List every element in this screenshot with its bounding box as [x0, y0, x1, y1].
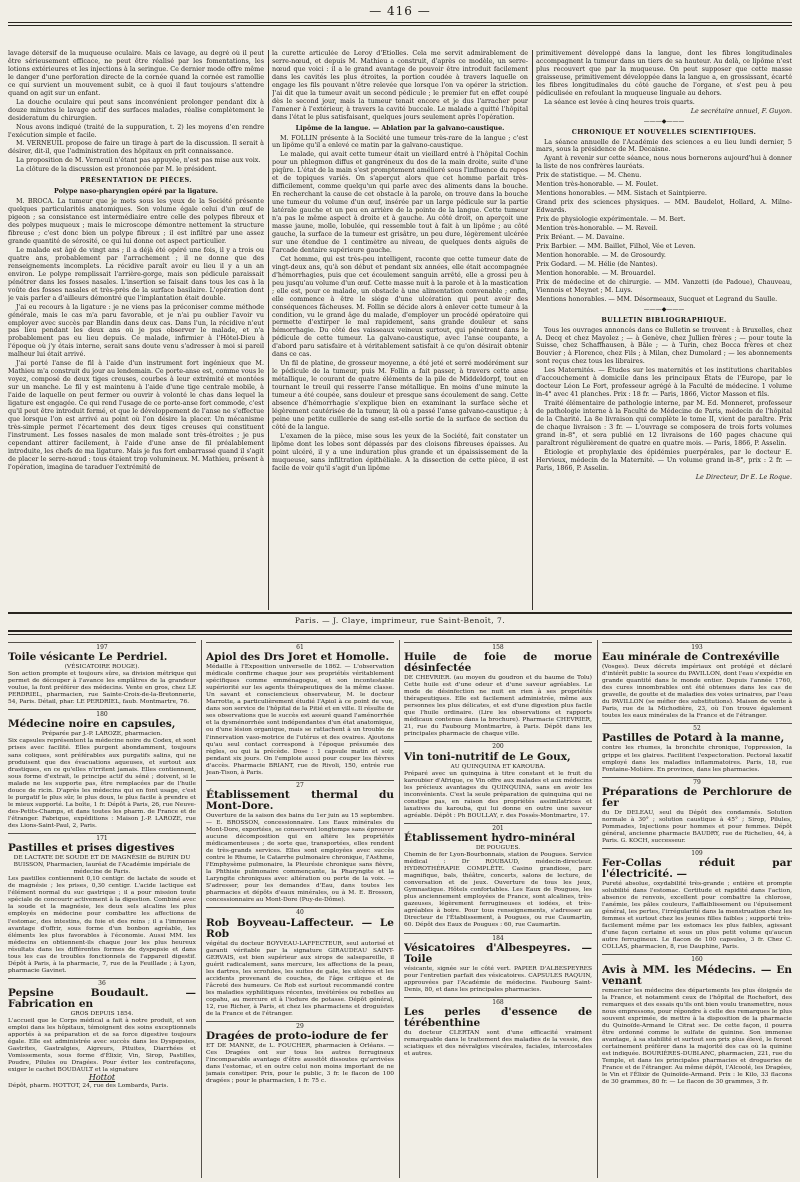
advertisement: [206, 907, 394, 1018]
ad-number: 29: [206, 1021, 394, 1030]
article-columns: [8, 50, 792, 614]
ad-body: contre les rhumes, la bronchite chronique, l'oppression, la grippe et les glaires. Facilitent l'expectoration. Pectoral laxatif employé dans les maladies inflammatoires. Paris, 18, rue Fontaine-Molière. En province, dans les pharmacies.: [602, 745, 792, 773]
ad-subtitle: Préparée par J.-P. LAROZE, pharmacien.: [41, 731, 163, 738]
prize-line: Mentions honorables. — MM. Sistach et Saintpierre.: [536, 189, 707, 198]
ad-number: 52: [602, 723, 792, 732]
ad-title: Médecine noire en capsules,: [8, 718, 176, 731]
ad-number: 36: [8, 978, 196, 987]
paragraph: La séance est levée à cinq heures trois quarts.: [544, 97, 695, 106]
advertisement: [602, 723, 792, 773]
subsection-heading: Lipôme de la langue. — Ablation par la galvano-caustique.: [295, 123, 505, 132]
paragraph: M. BROCA. La tumeur que je mets sous les yeux de la Société présente quelques particularités anatomiques. Son volume égale celui d'un œuf de pigeon ; sa consistance est intermédiaire entre celle des polypes fibreux et des polypes muqueux ; mais le microscope démontre nettement la structure fibreuse ; c'est donc bien un polype fibreux ; il est infiltré par une assez grande quantité de sérosité, ce qui lui donne cet aspect particulier.: [8, 197, 264, 245]
prize-line: Prix de statistique. — M. Chenu.: [536, 171, 642, 180]
paragraph: Les Maternités. — Études sur les maternités et les institutions charitables d'accouchement à domicile dans les principaux États de l'Europe, par le docteur Léon Le Fort, professeur agrégé à la Faculté de médecine. 1 volume in-4° avec 41 planches. Prix : 18 fr. — Paris, 1866, Victor Masson et fils.: [536, 366, 792, 399]
section-heading: PRÉSENTATION DE PIÈCES.: [80, 176, 192, 185]
ad-number: 79: [602, 777, 792, 786]
advertisement: [8, 709, 196, 830]
ad-title: Établissement hydro-minéral: [404, 831, 576, 844]
ad-number: 201: [404, 823, 592, 832]
paragraph: La clôture de la discussion est prononcée par M. le président.: [16, 165, 217, 174]
ads-rule: [8, 630, 792, 632]
ad-title: Huile de foie de morue désinfectée: [404, 651, 592, 675]
ad-title: Préparations de Perchlorure de fer: [602, 785, 792, 809]
printer-line: Paris. — J. Claye, imprimeur, rue Saint-Benoît, 7.: [294, 616, 506, 625]
ads-rule-2: [8, 634, 792, 635]
ad-body: Pureté absolue, oxydabilité très-grande ; entière et prompte solubilité dans l'estomac. Certitude et rapidité dans l'action, absence de renvois, excellent pour combattre la chlorose, l'anémie, les pâles couleurs, l'affaiblissement ou l'épuisement général, les pertes, l'irrégularité dans la menstruation chez les femmes et surtout chez les jeunes filles faibles ; supporté très-facilement même par les estomacs les plus faibles, agissant d'une façon certaine et sous un plus petit volume qu'aucun autre ferrugineux. Le flacon de 100 capsules, 3 fr. Chez C. COLLAS, pharmacien, 8, rue Dauphine, Paris.: [602, 880, 792, 951]
paragraph: Étiologie et prophylaxie des épidémies puerpérales, par le docteur E. Hervieux, médecin de la Maternité. — Un volume grand in-8°, prix : 2 fr. — Paris, 1866, P. Asselin.: [536, 447, 792, 472]
paragraph: La séance annuelle de l'Académie des sciences a eu lieu lundi dernier, 5 mars, sous la présidence de M. Decaisne.: [536, 137, 792, 154]
section-heading: BULLETIN BIBLIOGRAPHIQUE.: [601, 315, 727, 324]
ad-body: Les pastilles contiennent 0,10 centigr. de lactate de soude et de magnésie ; les prises, 0,30 centigr. L'acide lactique est l'élément normal du suc gastrique ; il a pour mission toute spéciale de concourir activement à la digestion. Combiné avec la soude et la magnésie, les deux sels alcalins les plus employés en médecine pour combattre les affections de l'estomac, des intestins, du foie et des reins ; il a l'immense avantage d'offrir, sous forme d'un bonbon agréable, les éléments les plus favorables à l'économie. Aussi MM. les médecins en obtiennent-ils chaque jour les plus heureux résultats dans les différentes formes de dyspepsie et dans tous les cas de troubles fonctionnels de l'appareil digestif. Dépôt à Paris, à la pharmacie, 7, rue de la Feuillade ; à Lyon, pharmacie Gavinet.: [8, 876, 196, 974]
paragraph: lavage détersif de la muqueuse oculaire. Mais ce lavage, au degré où il peut être sérieusement efficace, ne peut être réalisé par les fomentations, les lotions extérieures et les injections à la seringue. Ce dernier mode offre même le danger d'une perforation directe de la cornée quand la cornée est ramollie ce qui survient un mouvement subit, ce à quoi il faut toujours s'attendre quand on agit sur un enfant.: [8, 50, 264, 97]
ad-number: 171: [8, 833, 196, 842]
advertisement: [206, 642, 394, 777]
ad-body: Son action prompte et toujours sûre, sa division métrique qui permet de découper à l'avance les emplâtres de la grandeur voulue, la font préférer des médecins. Vente en gros, chez LE PERDRIEL, pharmacien, rue Sainte-Croix-de-la-Bretonnerie, 54, Paris. Détail, phar. LE PERDRIEL, faub. Montmartre, 76.: [8, 671, 196, 706]
ad-subtitle: DE POUGUES.: [475, 844, 521, 851]
ad-column-rule: [597, 640, 598, 1178]
ad-body: (Vosges). Deux décrets impériaux ont protégé et déclaré d'intérêt public la source du PAVILLON, dont l'eau s'expédie en grande quantité dans le monde entier. Depuis l'année 1760, des cures innombrables ont été obtenues dans les cas de gravelle, de goutte et de maladies des voies urinaires, par l'eau du PAVILLON (se méfier des substitutions). Maison de vente à Paris, rue de la Michodière, 23, où l'on trouve également toutes les eaux minérales de la France et de l'étranger.: [602, 664, 792, 720]
ad-number: 168: [404, 997, 592, 1006]
ad-body: Six capsules représentent la médecine noire du Codex, et sont prises avec facilité. Elles purgent abondamment, toujours sans coliques, sont préférables aux purgatifs salins, qui ne produisent que des évacuations aqueuses, et surtout aux drastiques, en ce qu'elles n'irritent jamais. Elles contiennent, sous forme d'extrait, le principe actif du séné ; doivent, si le malade ne les supporte pas, être remplacées par de l'huile douce de ricin. D'après les médecins qui en font usage, c'est le purgatif le plus sûr, le plus doux, le plus facile à prendre et le mieux supporté. La boîte, 1 fr. Dépôt à Paris, 26, rue Neuve-des-Petits-Champs, et dans toutes les pharm. de France et de l'étranger. Fabrique, expéditions : Maison J.-P. LAROZE, rue des Lions-Saint-Paul, 2, Paris.: [8, 738, 196, 829]
advertisement: [206, 1021, 394, 1085]
ad-column-2: [206, 640, 394, 1180]
ad-title: Pastilles et prises digestives: [8, 842, 175, 855]
ad-subtitle: (VÉSICATOIRE ROUGE).: [64, 664, 140, 671]
ad-number: 40: [206, 907, 394, 916]
ad-number: 197: [8, 642, 196, 651]
ad-body: L'accueil que le Corps médical a fait à notre produit, et son emploi dans les hôpitaux, témoignent des soins exceptionnels apportés à sa préparation et de sa force digestive toujours égale. Elle est administrée avec succès dans les Dyspepsies, Gastrites, Gastralgies, Aigreurs, Pituites, Diarrhées et Vomissements, sous forme d'Élixir, Vin, Sirop, Pastilles, Poudre, Pilules ou Dragées. Pour éviter les contrefaçons, exiger le cachet BOUDAULT et la signature: [8, 1017, 196, 1074]
paragraph: J'ai eu recours à la ligature : je ne viens pas la préconiser comme méthode générale, mais le cas m'a paru favorable, et je n'ai pu oublier l'avoir vu employer avec succès par Blandin dans deux cas. Dans l'un, la récidive n'eut pas lieu pendant les deux ans où je pus observer le malade, et n'a probablement pas eu lieu depuis. Ce malade, infirmier à l'Hôtel-Dieu à l'époque où j'y étais interne, serait sans doute venu s'adresser à moi si pareil malheur lui était arrivé.: [8, 302, 264, 359]
ad-column-rule: [399, 640, 400, 1178]
paragraph: J'ai porté l'anse de fil à l'aide d'un instrument fort ingénieux que M. Mathieu m'a construit du jour au lendemain. Ce porte-anse est, comme vous le voyez, composé de deux tiges creuses, courbes à leur extrémité et montées sur un manche. Le fil y est maintenu à l'aide d'une tige centrale mobile, à l'aide de laquelle on peut fermer ou ouvrir à volonté le chas dans lequel la ligature est engagée. Ce qui rend l'usage de ce porte-anse fort commode, c'est qu'il peut être introduit fermé, et que le développement de l'anse ne s'effectue que lorsque l'on est arrivé au point où l'on désire la placer. Un mécanisme très-simple permet l'écartement des deux tiges creuses qui constituent l'instrument. Les fosses nasales de mon malade sont très-étroites ; je pus cependant attirer facilement, à l'aide d'une anse de fil préalablement introduite, les chefs de ma ligature. Mais je fus fort embarrassé quand il s'agit de placer le serre-nœud : tous étaient trop volumineux. M. Mathieu, présent à l'opération, imagina de taraduer l'extrémité de: [8, 359, 264, 471]
top-rule-2: [8, 25, 792, 26]
subsection-heading: Polype naso-pharyngien opéré par la ligature.: [53, 187, 219, 196]
prize-line: Mention honorable. — M. de Grosourdy.: [536, 250, 666, 259]
ornament-divider: ———◆———: [643, 305, 685, 313]
paragraph: M. VERNEUIL propose de faire un tirage à part de la discussion. Il serait à désirer, dit-il, que l'administration des hôpitaux en prît connaissance.: [8, 139, 264, 156]
prize-line: Prix Bréant. — M. Davaine.: [536, 233, 625, 242]
ad-body: Dépôt, pharm. HOTTOT, 24, rue des Lombards, Paris.: [8, 1083, 169, 1090]
ad-body: vésicante, signée sur le côté vert. PAPIER D'ALBESPEYRES pour l'entretien parfait des vésicatoires. CAPSULES RAQUIN, approuvées par l'Académie de médecine. Faubourg Saint-Denis, 80, et dans les principales pharmacies.: [404, 965, 592, 993]
ad-title: Fer-Collas réduit par l'électricité. —: [602, 856, 792, 880]
ad-number: 109: [602, 848, 792, 857]
ad-body: DE CHEVRIER. (au moyen du goudron et du baume de Tolu) Cette huile est d'une odeur et d'une saveur agréables. Le mode de désinfection ne nuit en rien à ses propriétés thérapeutiques. Elle est facilement administrée, même aux personnes les plus délicates, et est d'une digestion plus facile que l'huile ordinaire. (Lire les observations et rapports médicaux contenus dans la brochure). Pharmacie CHEVRIER, 21, rue du Faubourg Montmartre, à Paris. Dépôt dans les principales pharmacie de chaque ville.: [404, 675, 592, 738]
advertisement: [602, 642, 792, 720]
paragraph: La douche oculaire qui peut sans inconvénient prolonger pendant dix à douze minutes le lavage actif des surfaces malades, réalise complètement le desideratum du chirurgien.: [8, 97, 264, 122]
paragraph: Nous avons indiqué (traité de la suppuration, t. 2) les moyens d'en rendre l'exécution simple et facile.: [8, 122, 264, 139]
ad-number: 200: [404, 741, 592, 750]
ad-body: du docteur CLERTAN sont d'une efficacité vraiment remarquable dans le traitement des maladies de la vessie, des sciatiques et des névralgies viscérales, faciales, intercostales et autres.: [404, 1029, 592, 1057]
paragraph: Le malade est âgé de vingt ans ; il a déjà été opéré une fois, il y a trois ou quatre ans, probablement par l'arrachement ; il ne donne que des renseignements incomplets. La récidive paraît avoir eu lieu il y a un an environ. Le polype remplissait l'arrière-gorge, mais son pédicule paraissait pénétrer dans les fosses nasales. L'insertion se faisait dans tous les cas à la voûte des fosses nasales et très-près de la surface basilaire. L'opération dont je vais parler a d'ailleurs démontré que l'implantation était double.: [8, 245, 264, 302]
ad-body: Préparé avec un quinquina à titre constant et le fruit du karoubier d'Afrique, ce Vin offre aux malades et aux médecins les précieux avantages du QUINQUINA, sans en avoir les inconvénients. C'est la seule préparation de quinquina qui ne constipe pas, en raison des propriétés assimilatrices et laxatives du karouba, qui lui donne en outre une saveur agréable. Dépôt : Ph BOULLAY, r. des Fossés-Montmartre, 17.: [404, 770, 592, 819]
ad-title: Vésicatoires d'Albespeyres. — Toile: [404, 941, 592, 965]
prize-line: Grand prix des sciences physiques. — MM. Baudelot, Hollard, A. Milne-Edwards.: [536, 198, 792, 215]
column-rule: [268, 50, 269, 610]
ad-title: Avis à MM. les Médecins. — En venant: [602, 963, 792, 987]
ad-title: Pepsine Boudault. — Fabrication en: [8, 986, 196, 1010]
paragraph: Tous les ouvrages annoncés dans ce Bulletin se trouvent : à Bruxelles, chez A. Decq et chez Mayolez ; — à Genève, chez Jullien frères ; — pour toute la Suisse, chez Schaffhausen, à Bâle ; — à Turin, chez Bocca frères et chez Bouvier ; à Florence, chez Fils ; à Milan, chez Dumolard ; — les abonnements sont reçus chez tous les libraires.: [536, 325, 792, 366]
prize-line: Prix Godard. — M. Hélie (de Nantes).: [536, 259, 658, 268]
paragraph: Un fil de platine, de grosseur moyenne, a été jeté et serré modérément sur le pédicule de la tumeur, puis M. Follin a fait passer, à travers cette anse métallique, le courant de quatre éléments de la pile de Middeldorpf, tout en tournant le treuil qui resserre l'anse métallique. En moins d'une minute la tumeur a été coupée, sans douleur et presque sans écoulement de sang. Cette absence d'hémorrhagie s'explique bien en examinant la surface sèche et légèrement cautérisée de la tumeur, là où a passé l'anse galvano-caustique ; à peine une petite cuillerée de sang est-elle sortie de la surface de section du côté de la langue.: [272, 359, 528, 431]
paragraph: L'examen de la pièce, mise sous les yeux de la Société, fait constater un lipôme dont les lobes sont dépassés par des cloisons fibreuses épaisses. Au point ulcéré, il y a une induration plus grande et un épaississement de la muqueuse, sans infiltration épithéliale. A la dissection de cette pièce, il est facile de voir qu'il s'agit d'un lipôme: [272, 431, 528, 472]
top-rule: [8, 22, 792, 23]
signature-line: Le secrétaire annuel, F. Guyon.: [690, 106, 792, 115]
ad-body: remercier les médecins des départements les plus éloignés de la France, et notamment ceux de l'hôpital de Rochefort, des remarques et des essais qu'ils ont bien voulu transmettre, nous nous empressons, pour répondre à celle des remarques le plus souvent exprimée, de mettre à la disposition de la pharmacie du Quinoïde-Armand le Citrat sec. De cette façon, il pourra être ordonné comme le sulfate de quinine. Son immense avantage, à sa stabilité et surtout son prix plus élevé, le feront certainement préférer dans la majorité des cas où la quinine est indiquée. BOURIÈRES-DUBLANC, pharmacien, 221, rue du Temple, et dans les principales pharmacies et drogueries de France et de l'étranger. Au même dépôt, l'Alcoolé, les Dragées, le Vin et l'Élixir de Quinoïde-Armand. Prix : le Kilo, 33 flacons de 30 grammes, 80 fr. — Le flacon de 30 grammes, 3 fr.: [602, 987, 792, 1086]
ad-body: Médaille à l'Exposition universelle de 1862. — L'observation médicale confirme chaque jour ses propriétés véritablement spécifiques comme emménagogue, et son incontestable supériorité sur les agents thérapeutiques de la même classe. Un savant et consciencieux observateur, M. le docteur Marrotte, a particulièrement étudié l'Apiol à ce point de vue, dans son service de l'hôpital de la Pitié et en ville. Il résulte de ses observations que le succès est assuré quand l'aménorrhée et la dysménorrhée sont indépendantes d'un état anatomique, ou d'une lésion organique, mais se rattachent à un trouble de l'innervation vaso-motrice de l'utérus et des ovaires. Ajoutons qu'au seul contact correspond à l'époque présumée des règles, ou qui la précède. Dose : 1 capsule matin et soir, pendant six jours. On l'emploie aussi pour couper les fièvres d'accès. Pharmacie BRIANT, rue de Rivoli, 150, entrée rue Jean-Tison, à Paris.: [206, 664, 394, 776]
advertisement: [602, 848, 792, 952]
ad-column-3: [404, 640, 592, 1180]
ad-body: Ouverture de la saison des bains du 1er juin au 15 septembre.— E. BROSSON, concessionnaire. Les Eaux minérales du Mont-Dore, exportées, se conservent longtemps sans éprouver aucune décomposition qui en altère les propriétés médicamenteuses ; de sorte que, transportées, elles rendent de très-grands services. Elles sont employées avec succès contre le Rhume, le Catarrhe pulmonaire chronique, l'Asthme, l'Emphysème pulmonaire, la Pleurésie chronique sans fièvre, la Phthisie pulmonaire commençante, la Pharyngite et la Laryngite chroniques avec altération ou perte de la voix. — S'adresser, pour les demandes d'Eau, dans toutes les pharmacies et dépôts d'eaux minérales, ou à M. E. Brosson, concessionnaire au Mont-Dore (Puy-de-Dôme).: [206, 812, 394, 904]
prize-line: Mention très-honorable. — M. Reveil.: [536, 224, 658, 233]
advertisement: [404, 741, 592, 819]
advertisement: [404, 823, 592, 930]
advertisement: [404, 642, 592, 738]
column-rule: [532, 50, 533, 610]
advertisement: [404, 997, 592, 1058]
prize-line: Mention honorable. — M. Brouardel.: [536, 268, 656, 277]
prize-line: Prix de physiologie expérimentale. — M. Bert.: [536, 215, 686, 224]
ad-subtitle: GROS DEPUIS 1854.: [70, 1010, 134, 1017]
advertisement: [404, 933, 592, 994]
paragraph: la curette articulée de Leroy d'Étiolles. Cela me servit admirablement de serre-nœud, et depuis M. Mathieu a construit, d'après ce modèle, un serre-nœud que voici : il a le grand avantage de pouvoir être introduit facilement dans les cavités les plus étroites, la portion coudée à travers laquelle on engage les fils pouvant n'être relevée que lorsque l'on va opérer la striction. J'ai dit que la tumeur avait un second pédicule ; le premier fut en effet coupé dès le second jour, mais la tumeur tenait encore et je dus l'arracher pour l'amener à l'extérieur, à travers la cavité buccale. Le malade a quitté l'hôpital dans l'état le plus satisfaisant, quelques jours seulement après l'opération.: [272, 50, 528, 121]
ad-column-4: [602, 640, 792, 1180]
paragraph: Cet homme, qui est très-peu intelligent, raconte que cette tumeur date de vingt-deux ans, qu'à son début et pendant six années, elle était accompagnée d'hémorrhagies, puis que cet écoulement sanguin arrêté, elle a grossi peu à peu jusqu'au volume d'un œuf. Cette masse nuit à la parole et à la mastication ; elle est, pour ce malade, un obstacle à une alimentation convenable ; enfin, elle commence à être le siége d'une ulcération qui peut avoir des conséquences fâcheuses. M. Follin se décide alors à enlever cette tumeur à la condition, vu le grand âge du malade, d'employer un procédé opératoire qui permette d'extirper le mal rapidement, sans grande douleur et sans hémorrhagie. Du côté des vaisseaux veineux surtout, qui pénètrent dans le pédicule de cette tumeur. La galvano-caustique, avec l'anse coupante, a d'abord paru satisfaire et à véritablement satisfait à ce qu'on désirait obtenir dans ce cas.: [272, 254, 528, 359]
advertisement: [8, 833, 196, 975]
advertisement: [206, 780, 394, 905]
ad-number: 158: [404, 642, 592, 651]
ad-number: 193: [602, 642, 792, 651]
signature-line: Le Directeur, Dr E. Le Roque.: [695, 472, 792, 481]
ad-number: 160: [602, 954, 792, 963]
ad-title: Toile vésicante Le Perdriel.: [8, 651, 168, 664]
ad-title: Les perles d'essence de térébenthine: [404, 1005, 592, 1029]
advertisement: [8, 978, 196, 1091]
advertisement: [8, 642, 196, 706]
ad-title: Établissement thermal du Mont-Dore.: [206, 788, 394, 812]
advertisement: [602, 954, 792, 1086]
column-2: [272, 50, 528, 614]
ad-title: Eau minérale de Contrexéville: [602, 651, 780, 664]
ad-body: Chemin de fer Lyon-Bourbonnais, station de Pougues. Service médical : Dr ROUBAUD, médecin-directeur. HYDROTHÉRAPIE COMPLÈTE. Casino grandiose, parc magnifique, bals, théâtre, concerts, salons de lecture, de conversation et de jeux. Ouverture de tous les jeux, Gymnastique. Hôtels confortables. Les Eaux de Pougues, les plus anciennement employées de France, sont alcalines, très-gazeuses, légèrement ferrugineuses et iodées, et très-agréables à boire. Pour tous renseignements, s'adresser au Directeur de l'Établissement, à Pougues, ou rue Caumartin, 60. Dépôt des Eaux de Pougues : 60, rue Caumartin.: [404, 851, 592, 929]
ad-title: Dragées de proto-iodure de fer: [206, 1030, 388, 1043]
paragraph: Ayant à revenir sur cette séance, nous nous bornerons aujourd'hui à donner la liste de nos confrères lauréats.: [536, 154, 792, 171]
ad-column-rule: [201, 640, 202, 1178]
ad-subtitle: DE LACTATE DE SOUDE ET DE MAGNÉSIE de BURIN DU BUISSON, Pharmacien, lauréat de l'Académie impériale de médecine de Paris.: [13, 855, 191, 876]
column-3: [536, 50, 792, 614]
prize-line: Prix Barbier. — MM. Baillet, Filhol, Vée et Leven.: [536, 241, 696, 250]
ad-title: Apiol des Drs Joret et Homolle.: [206, 651, 390, 664]
paragraph: M. FOLLIN présente à la Société une tumeur très-rare de la langue ; c'est un lipôme qu'il a enlevé ce matin par la galvano-caustique.: [272, 133, 528, 150]
advertisements: [8, 640, 792, 1180]
paragraph: Traité élémentaire de pathologie interne, par M. Ed. Monneret, professeur de pathologie interne à la Faculté de Médecine de Paris, médecin de l'hôpital de la Charité. La 8e livraison qui complète le tome II, vient de paraître. Prix de chaque livraison : 3 fr. — L'ouvrage se composera de trois forts volumes grand in-8°, et sera publié en 12 livraisons de 160 pages chacune qui paraîtront régulièrement de quatre en quatre mois. — Paris, 1866, P. Asselin.: [536, 399, 792, 447]
ad-body: ET DE MANNE, de L. FOUCHER, pharmacien à Orléans. — Ces Dragées ont sur tous les autres ferrugineux l'incomparable avantage d'être aussitôt dissoutes qu'arrivées dans l'estomac, et en outre celui non moins important de ne jamais constiper. Prix, pour le public, 3 fr. le flacon de 100 dragées ; pour le pharmacien, 1 fr. 75 c.: [206, 1043, 394, 1085]
ad-body: végétal du docteur BOYVEAU-LAFFECTEUR, seul autorisé et garanti véritable par la signature GIRAUDEAU SAINT-GERVAIS, est bien supérieur aux sirops de salsepareille, il guérit radicalement, sans mercure, les affections de la peau, les dartres, les scrofules, les suites de gale, les ulcères et les accidents provenant de couches, de l'âge critique et de l'âcreté des humeurs. Ce Rob est surtout recommandé contre les maladies syphilitiques récentes, invétérées ou rebelles au copahu, au mercure et à l'iodure de potasse. Dépôt général, 12, rue Richer, à Paris, et chez les pharmaciens et droguistes de la France et de l'étranger.: [206, 940, 394, 1017]
ad-column-1: [8, 640, 196, 1180]
footer-rule: [8, 612, 792, 614]
ad-subtitle: AU QUINQUINA ET KAROUBA.: [450, 763, 546, 770]
prize-line: Mention très-honorable. — M. Foulet.: [536, 180, 659, 189]
prize-line: Mentions honorables. — MM. Désormeaux, Sucquet et Legrand du Saulle.: [536, 294, 778, 303]
page-number: — 416 —: [369, 4, 431, 18]
advertisement: [602, 777, 792, 845]
ad-title: Vin toni-nutritif de Le Goux,: [404, 750, 571, 763]
ad-number: 61: [206, 642, 394, 651]
ad-number: 184: [404, 933, 592, 942]
ad-title: Pastilles de Potard à la manne,: [602, 732, 785, 745]
paragraph: primitivement développé dans la langue, dont les fibres longitudinales accompagnent la tumeur dans un tiers de sa hauteur. Au delà, ce lipôme n'est plus recouvert que par la muqueuse. On peut supposer que cette masse graisseuse, primitivement développée dans la langue a, en grossissant, écarté les fibres longitudinales du côté gauche de l'organe, et s'est peu à peu pédiculisée en refoulant la muqueuse linguale au dehors.: [536, 50, 792, 97]
ad-body: du Dr DELEAU, seul du Dépôt des condamnés. Solution normale à 30° ; solution caustique à 45° ; Sirop, Pilules, Pommades, Injections pour hommes et pour femmes. Dépôt général, ancienne pharmacie BAUDRY, rue de Richelieu, 44, à Paris. G. KOCH, successeur.: [602, 809, 792, 844]
column-1: [8, 50, 264, 614]
ornament-divider: ———◆———: [643, 117, 685, 125]
ad-number: 27: [206, 780, 394, 789]
prize-line: Prix de médecine et de chirurgie. — MM. Vanzetti (de Padoue), Chauveau, Viennois et Meynet ; M. Luys.: [536, 277, 792, 294]
section-heading: CHRONIQUE ET NOUVELLES SCIENTIFIQUES.: [571, 127, 757, 136]
handwritten-signature: Hottot: [88, 1073, 116, 1083]
paragraph: Le malade, qui avait cette tumeur était un vieillard entré à l'hôpital Cochin pour un phlegmon diffus et gangréneux du dos de la main droite, suite d'une piqûre. L'état de la main s'est promptement amélioré sous l'influence du repos et de topiques variés. On s'aperçut alors que cet homme parlait très-difficilement, comme quelqu'un qui parle avec des aliments dans la bouche. En recherchant la cause de cet obstacle à la parole, on trouve dans la bouche une tumeur du volume d'un œuf, insérée par un large pédicule sur la partie latérale gauche et un peu en arrière de la pointe de la langue. Cette tumeur n'a pas le même aspect à droite et à gauche. Au côté droit, on aperçoit une masse jaune, molle, lobulée, qui ressemble tout à fait à un lipôme ; au côté gauche, la surface de la tumeur est grisâtre, un peu dure, légèrement ulcérée sur une étendue de 1 centimètre au niveau, de quelques dents aiguës de l'arcade dentaire supérieure gauche.: [272, 150, 528, 254]
ad-number: 180: [8, 709, 196, 718]
paragraph: La proposition de M. Verneuil n'étant pas appuyée, n'est pas mise aux voix.: [16, 156, 261, 165]
ad-title: Rob Boyveau-Laffecteur. — Le Rob: [206, 916, 394, 940]
